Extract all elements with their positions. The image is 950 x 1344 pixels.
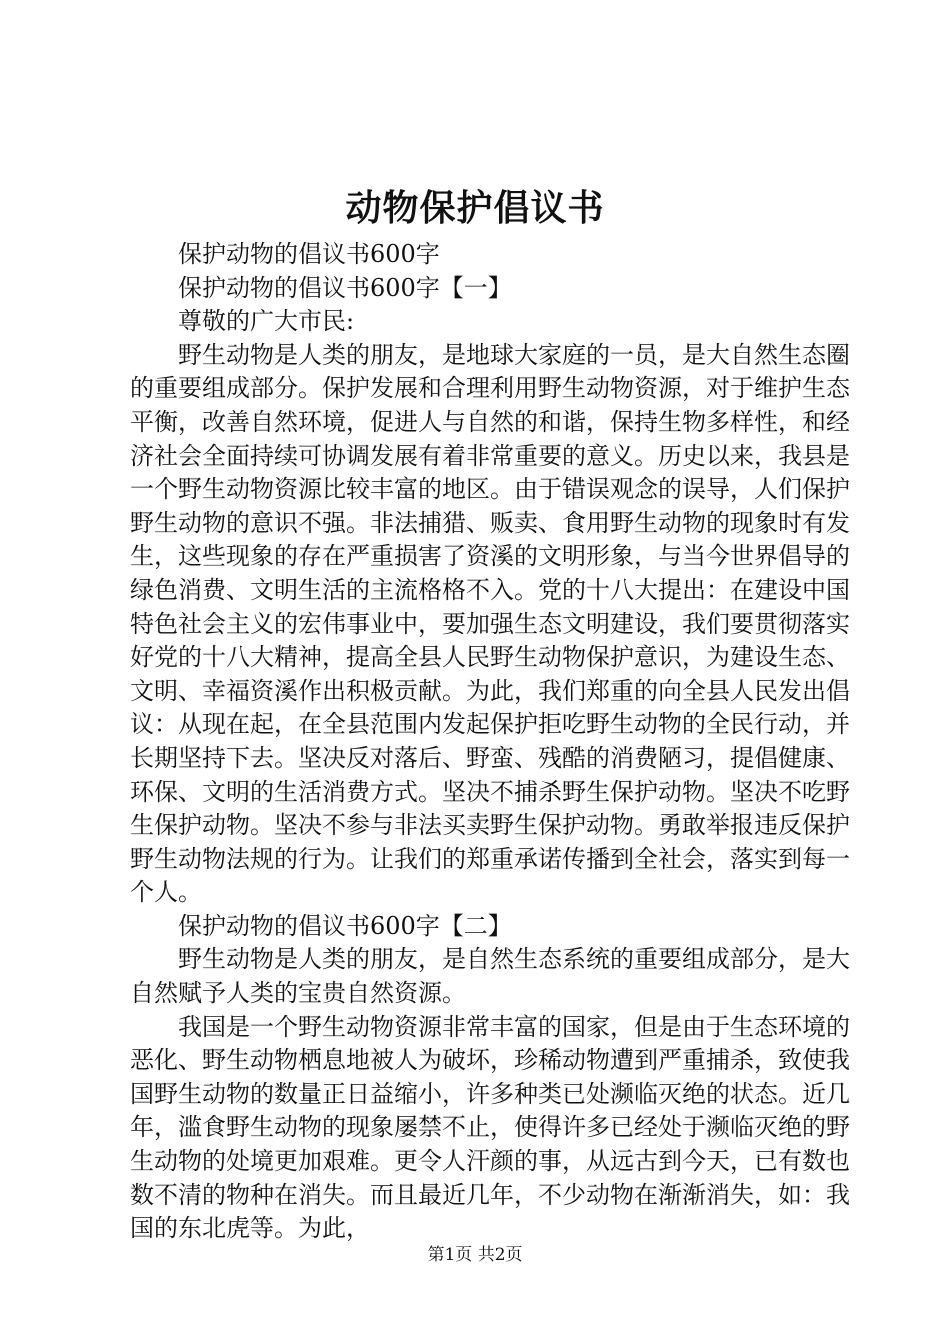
salutation: 尊敬的广大市民: xyxy=(178,307,355,336)
section-heading-one: 保护动物的倡议书600字【一】 xyxy=(178,273,512,302)
body-paragraph: 野生动物是人类的朋友，是自然生态系统的重要组成部分，是大自然赋予人类的宝贵自然资源。 xyxy=(130,945,850,1008)
document-body xyxy=(130,238,850,1246)
body-paragraph: 野生动物是人类的朋友，是地球大家庭的一员，是大自然生态圈的重要组成部分。保护发展和合理利用野生动物资源，对于维护生态平衡，改善自然环境，促进人与自然的和谐，保持生物多样性，和经济社会全面持续可协调发展有着非常重要的意义。历史以来，我县是一个野生动物资源比较丰富的地区。由于错误观念的误导，人们保护野生动物的意识不强。非法捕猎、贩卖、食用野生动物的现象时有发生，这些现象的存在严重损害了资溪的文明形象，与当今世界倡导的绿色消费、文明生活的主流格格不入。党的十八大提出：在建设中国特色社会主义的宏伟事业中，要加强生态文明建设，我们要贯彻落实好党的十八大精神，提高全县人民野生动物保护意识，为建设生态、文明、幸福资溪作出积极贡献。为此，我们郑重的向全县人民发出倡议：从现在起，在全县范围内发起保护拒吃野生动物的全民行动，并长期坚持下去。坚决反对落后、野蛮、残酷的消费陋习，提倡健康、环保、文明的生活消费方式。坚决不捕杀野生保护动物。坚决不吃野生保护动物。坚决不参与非法买卖野生保护动物。勇敢举报违反保护野生动物法规的行为。让我们的郑重承诺传播到全社会，落实到每一个人。 xyxy=(130,340,850,907)
document-title: 动物保护倡议书 xyxy=(345,187,605,229)
section-heading-two: 保护动物的倡议书600字【二】 xyxy=(178,911,512,940)
subtitle-paragraph: 保护动物的倡议书600字 xyxy=(178,240,440,268)
page-footer xyxy=(0,1243,950,1267)
page-number-indicator: 第1页 共2页 xyxy=(427,1245,523,1265)
body-paragraph: 我国是一个野生动物资源非常丰富的国家，但是由于生态环境的恶化、野生动物栖息地被人为破坏，珍稀动物遭到严重捕杀，致使我国野生动物的数量正日益缩小，许多种类已处濒临灭绝的状态。近几年，滥食野生动物的现象屡禁不止，使得许多已经处于濒临灭绝的野生动物的处境更加艰难。更令人汗颜的事，从远古到今天，已有数也数不清的物种在消失。而且最近几年，不少动物在渐渐消失，如：我国的东北虎等。为此， xyxy=(130,1012,850,1243)
